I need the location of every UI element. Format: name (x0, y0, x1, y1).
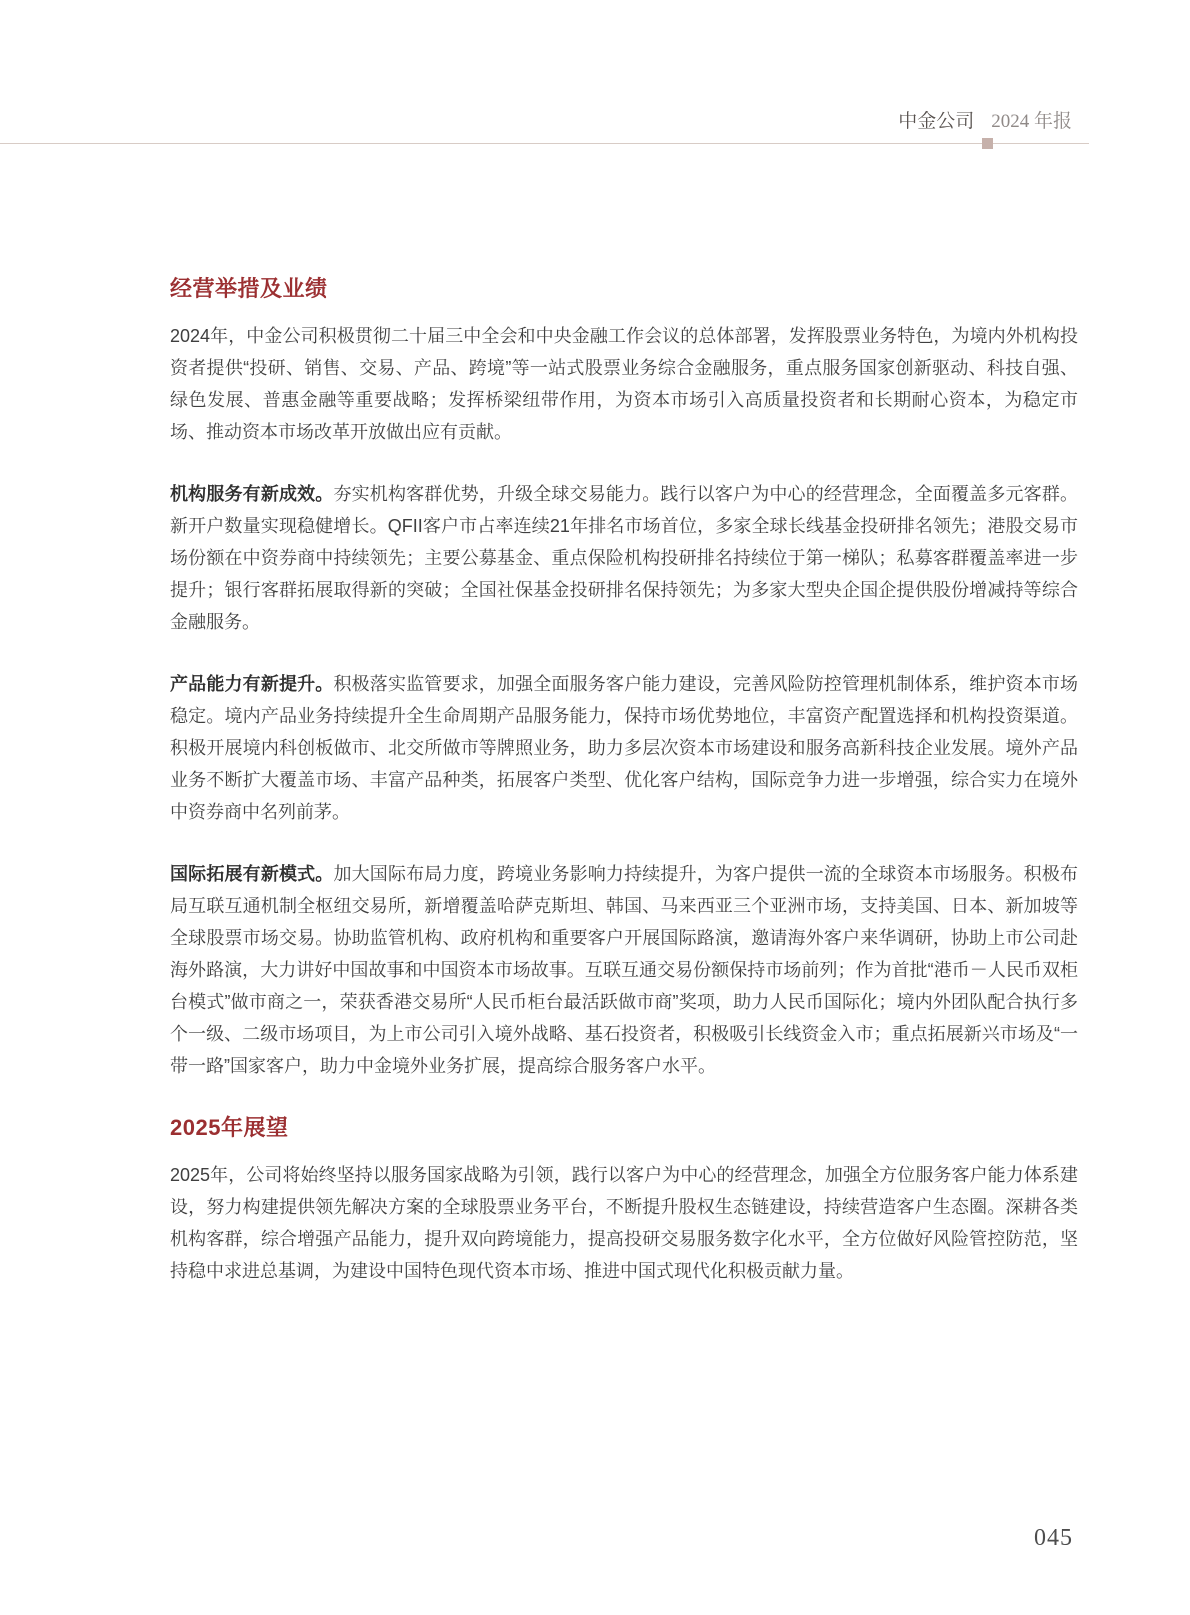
section-heading: 经营举措及业绩 (170, 276, 328, 301)
paragraph-text: 夯实机构客群优势，升级全球交易能力。践行以客户为中心的经营理念，全面覆盖多元客群。新开户数量实现稳健增长。QFII客户市占率连续21年排名市场首位，多家全球长线基金投研排名领先；港股交易市场份额在中资券商中持续领先；主要公募基金、重点保险机构投研排名持续位于第一梯队；私募客群覆盖率进一步提升；银行客群拓展取得新的突破；全国社保基金投研排名保持领先；为多家大型央企国企提供股份增减持等综合金融服务。 (170, 484, 1078, 632)
section-heading: 2025年展望 (170, 1115, 289, 1140)
body-paragraph (170, 320, 1078, 448)
paragraph-text: 积极落实监管要求，加强全面服务客户能力建设，完善风险防控管理机制体系，维护资本市场稳定。境内产品业务持续提升全生命周期产品服务能力，保持市场优势地位，丰富资产配置选择和机构投资渠道。积极开展境内科创板做市、北交所做市等牌照业务，助力多层次资本市场建设和服务高新科技企业发展。境外产品业务不断扩大覆盖市场、丰富产品种类，拓展客户类型、优化客户结构，国际竞争力进一步增强，综合实力在境外中资券商中名列前茅。 (170, 674, 1078, 822)
paragraph-text: 2024年，中金公司积极贯彻二十届三中全会和中央金融工作会议的总体部署，发挥股票业务特色，为境内外机构投资者提供“投研、销售、交易、产品、跨境”等一站式股票业务综合金融服务，重点服务国家创新驱动、科技自强、绿色发展、普惠金融等重要战略；发挥桥梁纽带作用，为资本市场引入高质量投资者和长期耐心资本，为稳定市场、推动资本市场改革开放做出应有贡献。 (170, 326, 1078, 442)
paragraph-text: 加大国际布局力度，跨境业务影响力持续提升，为客户提供一流的全球资本市场服务。积极布局互联互通机制全枢纽交易所，新增覆盖哈萨克斯坦、韩国、马来西亚三个亚洲市场，支持美国、日本、新加坡等全球股票市场交易。协助监管机构、政府机构和重要客户开展国际路演，邀请海外客户来华调研，协助上市公司赴海外路演，大力讲好中国故事和中国资本市场故事。互联互通交易份额保持市场前列；作为首批“港币－人民币双柜台模式”做市商之一，荣获香港交易所“人民币柜台最活跃做市商”奖项，助力人民币国际化；境内外团队配合执行多个一级、二级市场项目，为上市公司引入境外战略、基石投资者，积极吸引长线资金入市；重点拓展新兴市场及“一带一路”国家客户，助力中金境外业务扩展，提高综合服务客户水平。 (170, 864, 1078, 1076)
page-number: 045 (1034, 1525, 1073, 1551)
body-paragraph (170, 1159, 1078, 1287)
body-paragraph (170, 668, 1078, 828)
paragraph-lead: 机构服务有新成效。 (170, 484, 334, 504)
paragraph-lead: 国际拓展有新模式。 (170, 864, 334, 884)
report-section (170, 273, 1078, 1082)
paragraph-lead: 产品能力有新提升。 (170, 674, 334, 694)
company-name: 中金公司 (898, 111, 975, 132)
page-content (170, 273, 1078, 1287)
header-divider (0, 143, 1089, 144)
report-edition: 2024 年报 (991, 111, 1072, 132)
divider-square-marker (982, 138, 993, 149)
paragraph-text: 2025年，公司将始终坚持以服务国家战略为引领，践行以客户为中心的经营理念，加强全方位服务客户能力体系建设，努力构建提供领先解决方案的全球股票业务平台，不断提升股权生态链建设，持续营造客户生态圈。深耕各类机构客群，综合增强产品能力，提升双向跨境能力，提高投研交易服务数字化水平，全方位做好风险管控防范，坚持稳中求进总基调，为建设中国特色现代资本市场、推进中国式现代化积极贡献力量。 (170, 1165, 1078, 1281)
body-paragraph (170, 858, 1078, 1082)
report-section (170, 1112, 1078, 1287)
page-header (0, 111, 1072, 133)
body-paragraph (170, 478, 1078, 638)
